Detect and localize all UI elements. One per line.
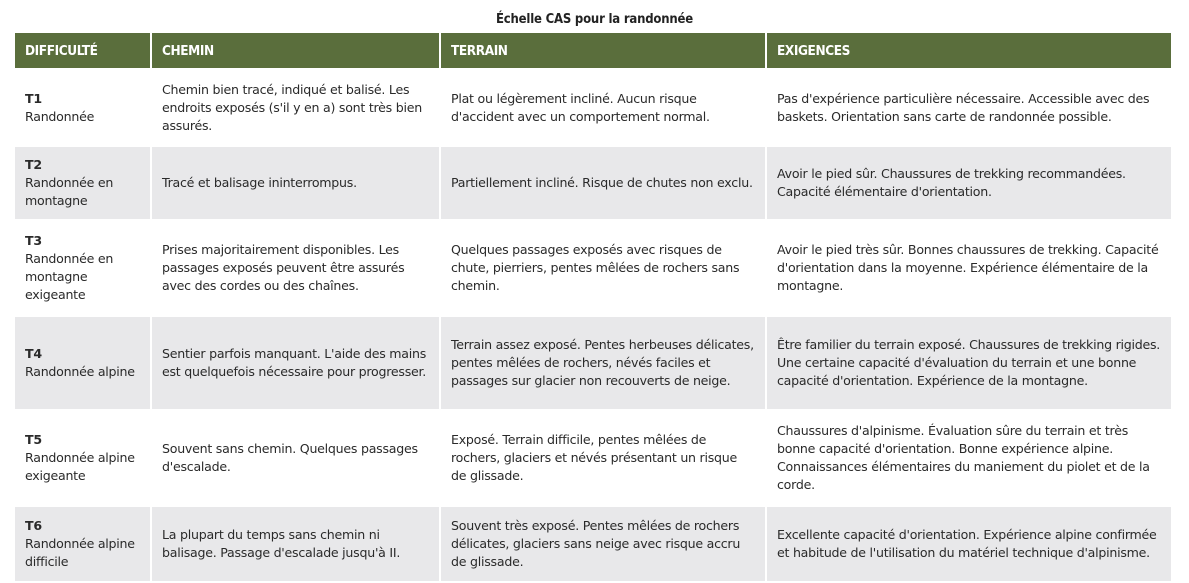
table-row	[15, 411, 1171, 505]
chemin-cell: Chemin bien tracé, indiqué et balisé. Les endroits exposés (s'il y en a) sont très bien assurés.	[152, 70, 439, 145]
difficulty-cell	[15, 70, 150, 145]
difficulty-cell	[15, 317, 150, 409]
table-header	[15, 33, 1171, 68]
table-row	[15, 317, 1171, 409]
terrain-cell: Quelques passages exposés avec risques de chute, pierriers, pentes mêlées de rochers sans chemin.	[441, 221, 765, 315]
table-title: Échelle CAS pour la randonnée	[496, 12, 693, 27]
grade-name: Randonnée alpine exigeante	[25, 450, 135, 483]
exigences-cell: Avoir le pied très sûr. Bonnes chaussures de trekking. Capacité d'orientation dans la moyenne. Expérience élémentaire de la montagne.	[767, 221, 1171, 315]
terrain-cell: Souvent très exposé. Pentes mêlées de rochers délicates, glaciers sans neige avec risque accru de glissade.	[441, 507, 765, 581]
difficulty-cell	[15, 411, 150, 505]
terrain-cell: Terrain assez exposé. Pentes herbeuses délicates, pentes mêlées de rochers, névés faciles et passages sur glacier non recouverts de neige.	[441, 317, 765, 409]
exigences-cell: Pas d'expérience particulière nécessaire. Accessible avec des baskets. Orientation sans carte de randonnée possible.	[767, 70, 1171, 145]
header-chemin: CHEMIN	[152, 33, 439, 68]
chemin-cell: Prises majoritairement disponibles. Les passages exposés peuvent être assurés avec des cordes ou des chaînes.	[152, 221, 439, 315]
cas-scale-table	[13, 31, 1173, 583]
table-row	[15, 147, 1171, 219]
terrain-cell: Plat ou légèrement incliné. Aucun risque d'accident avec un comportement normal.	[441, 70, 765, 145]
grade-name: Randonnée alpine	[25, 364, 135, 379]
difficulty-cell	[15, 221, 150, 315]
difficulty-cell	[15, 507, 150, 581]
grade-code: T5	[25, 432, 42, 447]
grade-code: T4	[25, 346, 42, 361]
terrain-cell: Partiellement incliné. Risque de chutes non exclu.	[441, 147, 765, 219]
exigences-cell: Excellente capacité d'orientation. Expérience alpine confirmée et habitude de l'utilisation du matériel technique d'alpinisme.	[767, 507, 1171, 581]
chemin-cell: Tracé et balisage ininterrompus.	[152, 147, 439, 219]
chemin-cell: La plupart du temps sans chemin ni balisage. Passage d'escalade jusqu'à II.	[152, 507, 439, 581]
table-row	[15, 70, 1171, 145]
header-row	[15, 33, 1171, 68]
grade-code: T1	[25, 90, 42, 106]
header-exigences: EXIGENCES	[767, 33, 1171, 68]
grade-name: Randonnée alpine difficile	[25, 536, 135, 569]
terrain-cell: Exposé. Terrain difficile, pentes mêlées de rochers, glaciers et névés présentant un risque de glissade.	[441, 411, 765, 505]
exigences-cell: Avoir le pied sûr. Chaussures de trekking recommandées. Capacité élémentaire d'orientation.	[767, 147, 1171, 219]
chemin-cell: Souvent sans chemin. Quelques passages d'escalade.	[152, 411, 439, 505]
grade-name: Randonnée en montagne	[25, 175, 114, 208]
table-row	[15, 507, 1171, 581]
chemin-cell: Sentier parfois manquant. L'aide des mains est quelquefois nécessaire pour progresser.	[152, 317, 439, 409]
grade-code: T2	[25, 157, 42, 172]
table-body	[15, 70, 1171, 581]
grade-name: Randonnée	[25, 108, 95, 124]
header-terrain: TERRAIN	[441, 33, 765, 68]
exigences-cell: Être familier du terrain exposé. Chaussures de trekking rigides. Une certaine capacité d'évaluation du terrain et une bonne capacité d'orientation. Expérience de la montagne.	[767, 317, 1171, 409]
difficulty-cell	[15, 147, 150, 219]
table-row	[15, 221, 1171, 315]
grade-code: T6	[25, 518, 42, 533]
header-difficulte: DIFFICULTÉ	[15, 33, 150, 68]
exigences-cell: Chaussures d'alpinisme. Évaluation sûre du terrain et très bonne capacité d'orientation. Bonne expérience alpine. Connaissances élémentaires du maniement du piolet et de la corde.	[767, 411, 1171, 505]
grade-name: Randonnée en montagne exigeante	[25, 251, 114, 302]
grade-code: T3	[25, 233, 42, 248]
